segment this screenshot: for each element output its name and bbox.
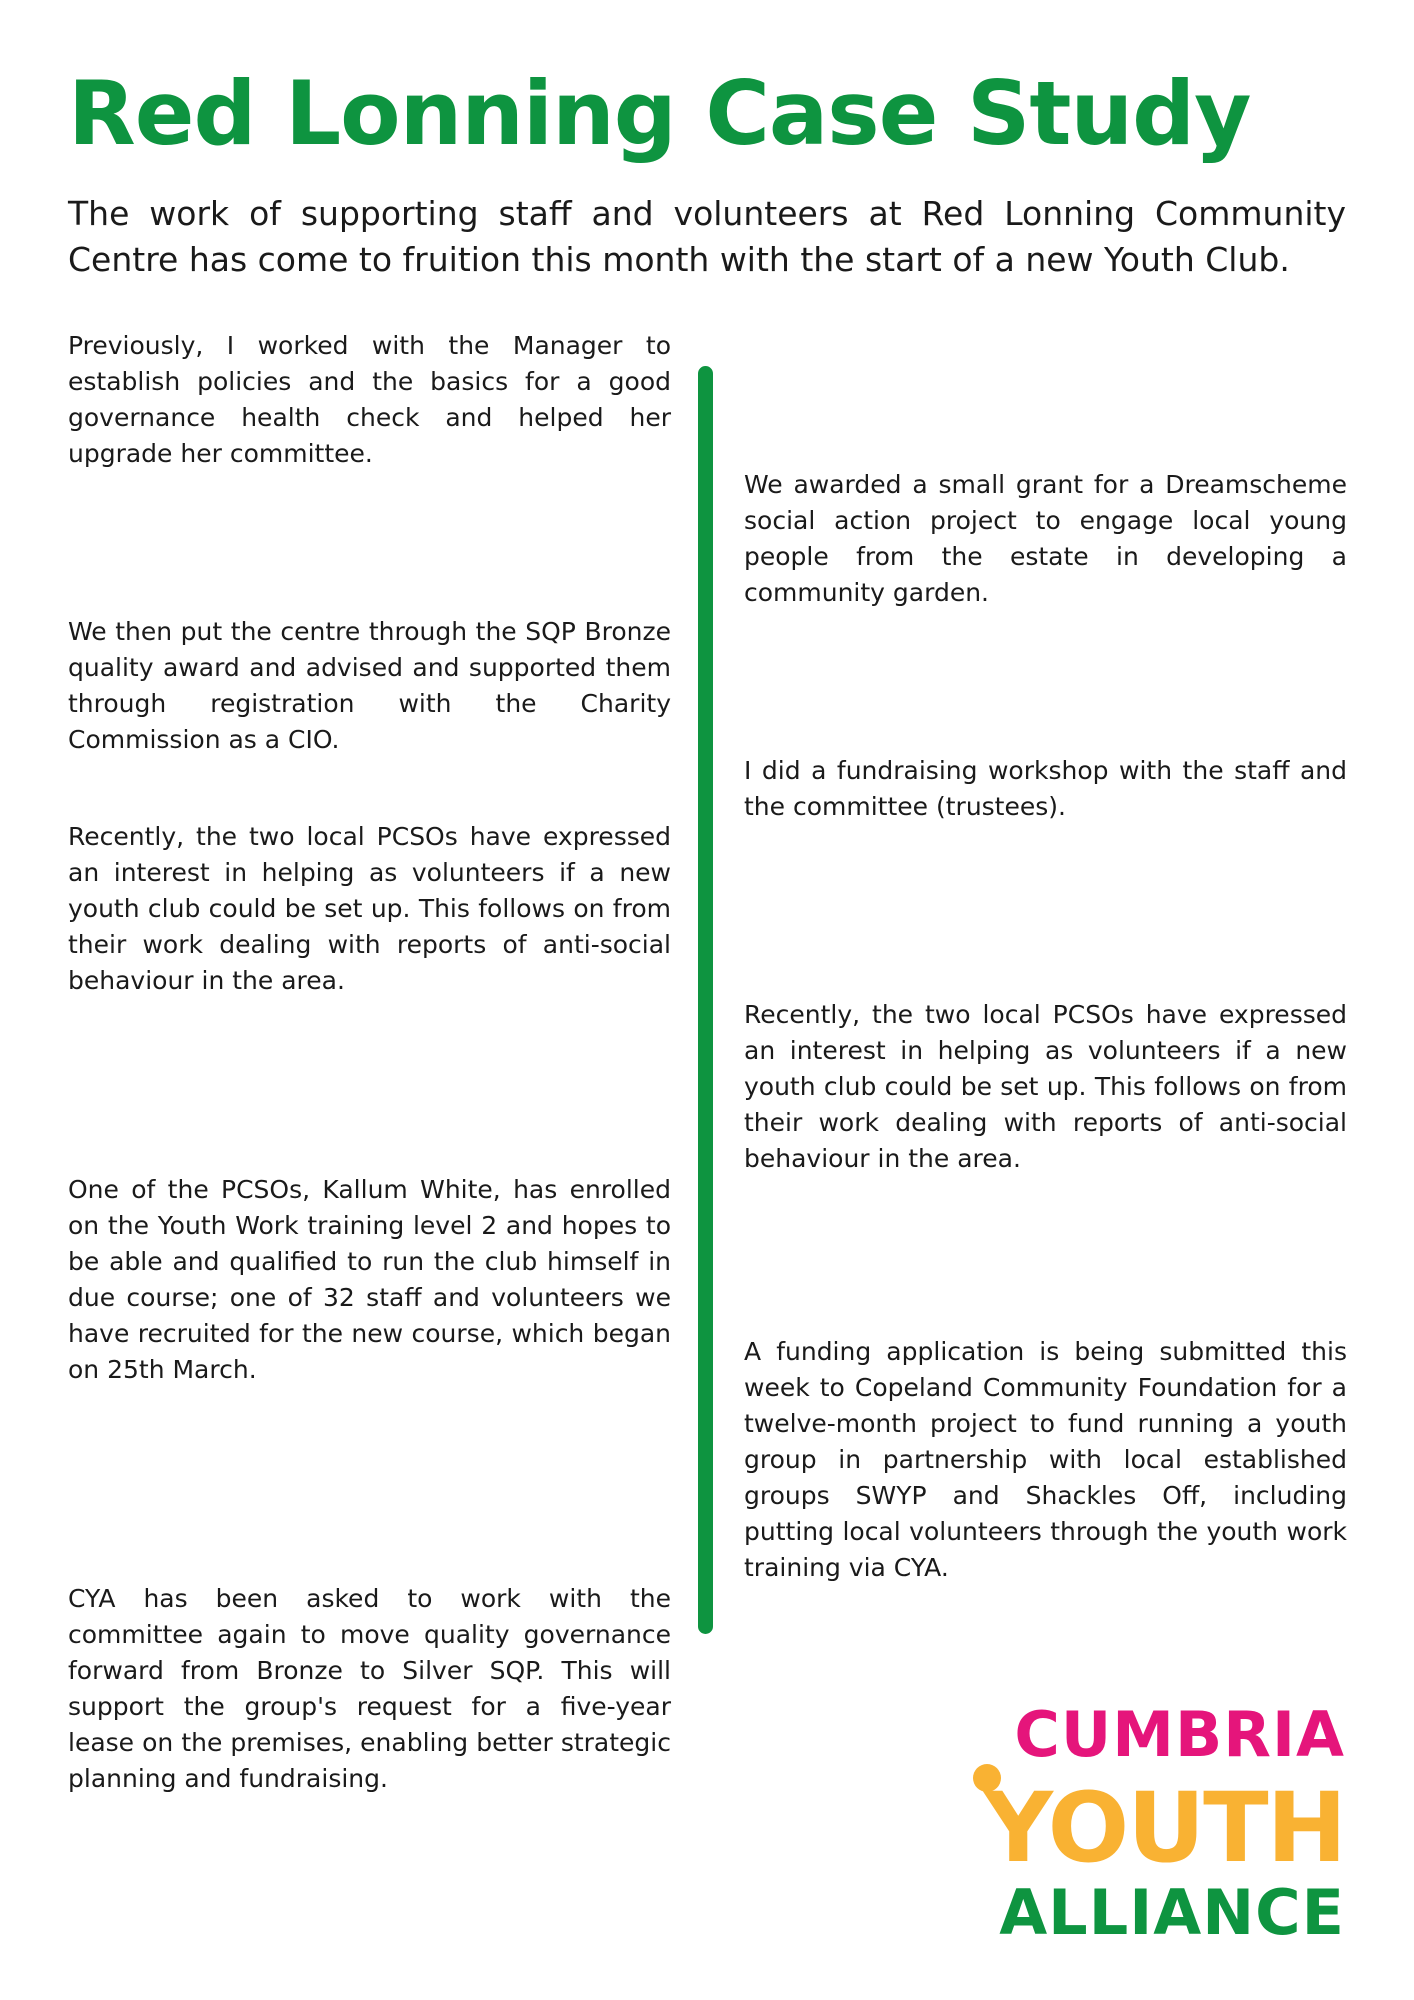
column-divider [698,366,713,1634]
logo-line-alliance: ALLIANCE [999,1876,1345,1949]
left-paragraph-1: Previously, I worked with the Manager to establish policies and the basics for a good governance health check and helped her upgrade her committee. [68,331,671,468]
logo-line-youth: YOUTH [983,1772,1345,1884]
left-paragraph-2: We then put the centre through the SQP Bronze quality award and advised and supported them through registration with the Charity Commission as a CIO. [68,617,671,754]
left-paragraph-5: CYA has been asked to work with the committee again to move quality governance forward from Bronze to Silver SQP. This will support the group's request for a five-year lease on the premises, enabling better strategic planning and fundraising. [68,1584,671,1793]
right-paragraph-2: I did a fundraising workshop with the staff and the committee (trustees). [744,756,1347,821]
page-title: Red Lonning Case Study [68,62,1251,165]
left-paragraph-3: Recently, the two local PCSOs have expressed an interest in helping as volunteers if a new youth club could be set up. This follows on from their work dealing with reports of anti-social behaviour in the area. [68,822,671,995]
right-paragraph-4: A funding application is being submitted this week to Copeland Community Foundation for a twelve-month project to fund running a youth group in partnership with local established groups SWYP and Shackles Off, including putting local volunteers through the youth work training via CYA. [744,1337,1347,1582]
cumbria-youth-alliance-logo [945,1698,1345,1949]
intro-text: The work of supporting staff and volunteers at Red Lonning Community Centre has come to fruition this month with the start of a new Youth Club. [68,194,1346,279]
right-paragraph-3: Recently, the two local PCSOs have expressed an interest in helping as volunteers if a new youth club could be set up. This follows on from their work dealing with reports of anti-social behaviour in the area. [744,1000,1347,1173]
right-paragraph-1: We awarded a small grant for a Dreamscheme social action project to engage local young people from the estate in developing a community garden. [744,470,1347,607]
logo-line-cumbria: CUMBRIA [1014,1698,1345,1771]
left-paragraph-4: One of the PCSOs, Kallum White, has enrolled on the Youth Work training level 2 and hopes to be able and qualified to run the club himself in due course; one of 32 staff and volunteers we have recruited for the new course, which began on 25th March. [68,1175,671,1384]
